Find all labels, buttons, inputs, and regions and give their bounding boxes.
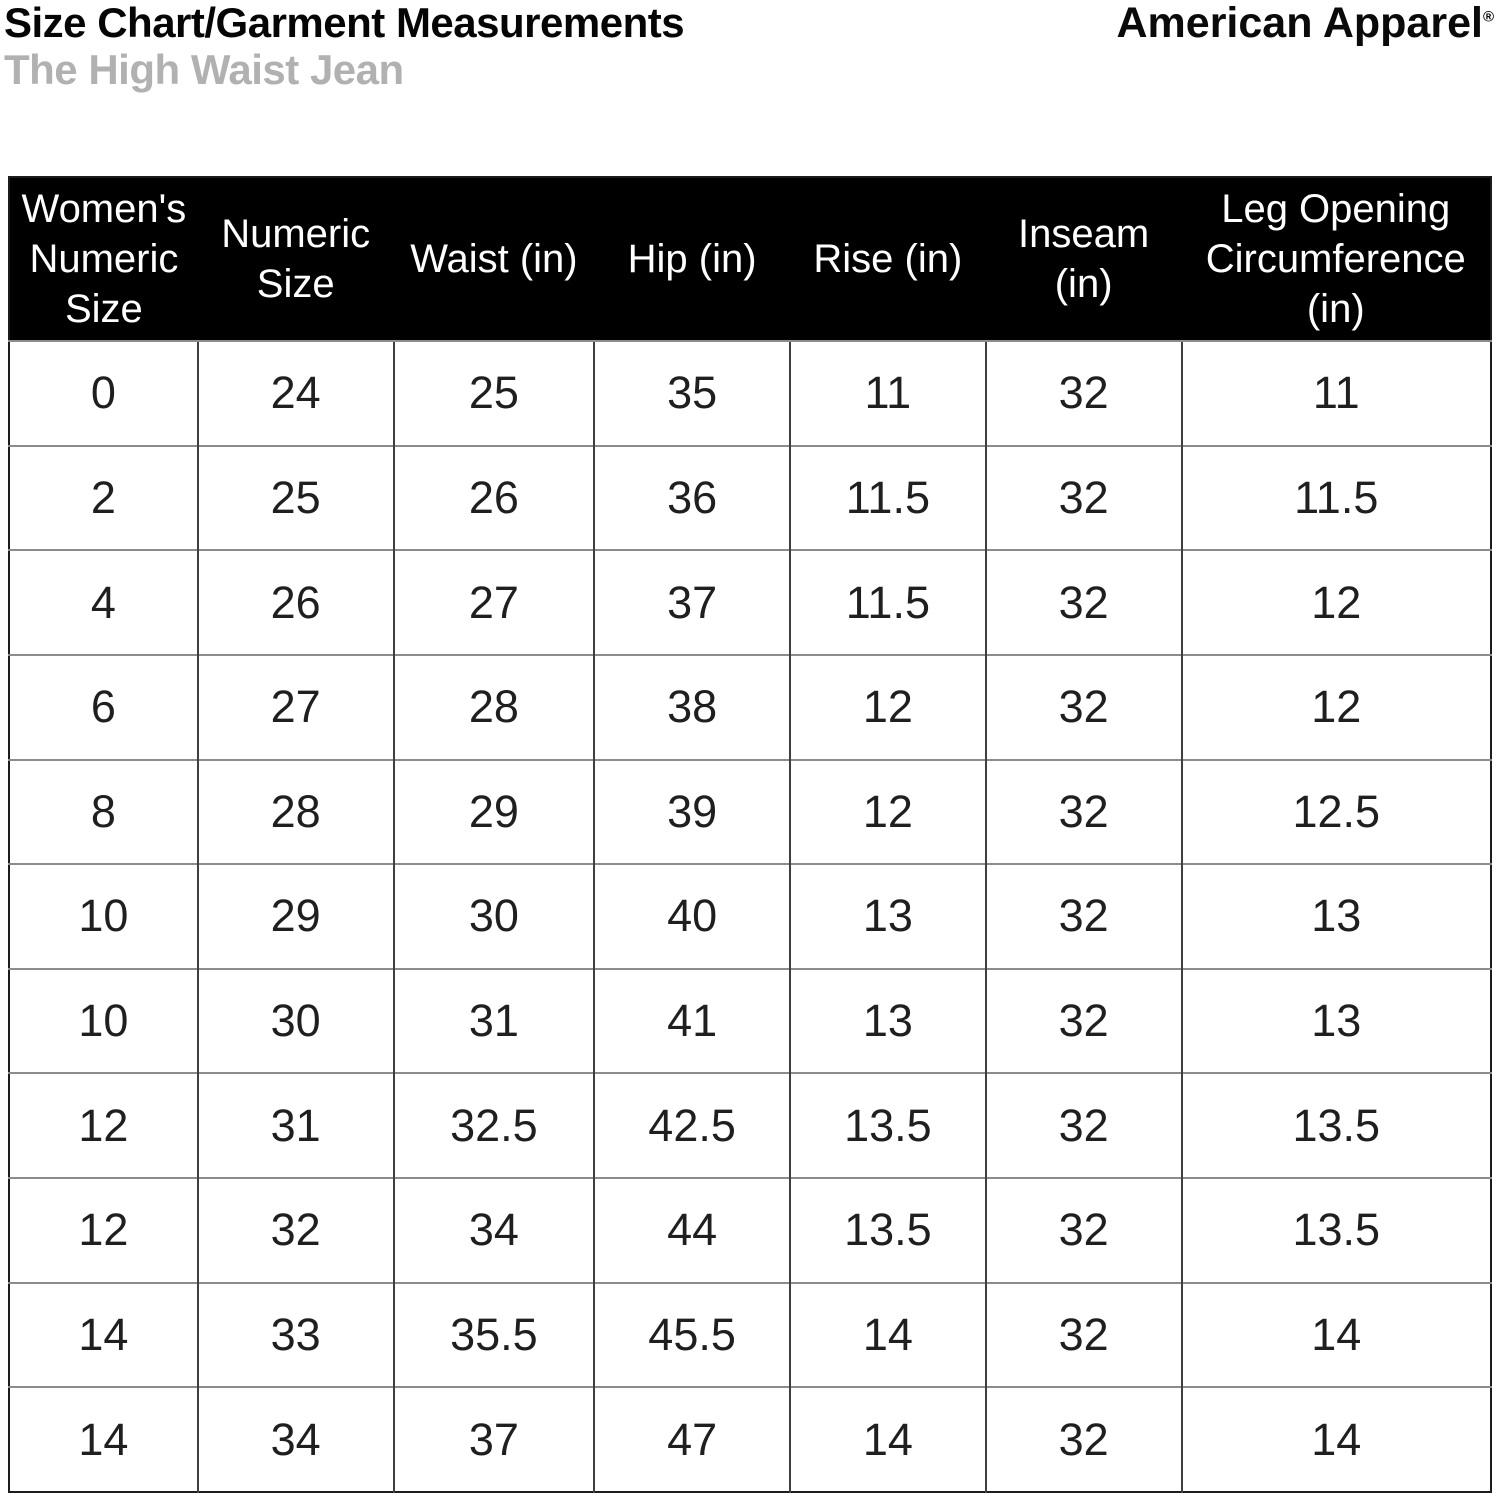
size-cell: 27 xyxy=(198,655,394,760)
size-cell: 38 xyxy=(594,655,790,760)
size-cell: 34 xyxy=(198,1387,394,1492)
column-header: Women's Numeric Size xyxy=(9,177,198,341)
column-header: Numeric Size xyxy=(198,177,394,341)
size-cell: 0 xyxy=(9,341,198,446)
size-cell: 13 xyxy=(1182,969,1491,1074)
size-cell: 25 xyxy=(198,446,394,551)
table-row xyxy=(9,1283,1491,1388)
table-header-row xyxy=(9,177,1491,341)
column-header: Waist (in) xyxy=(394,177,595,341)
size-cell: 12 xyxy=(790,655,986,760)
table-row xyxy=(9,969,1491,1074)
size-cell: 4 xyxy=(9,550,198,655)
size-cell: 24 xyxy=(198,341,394,446)
size-cell: 32 xyxy=(986,969,1182,1074)
size-cell: 14 xyxy=(1182,1283,1491,1388)
brand-logo xyxy=(1117,0,1495,47)
table-row xyxy=(9,1178,1491,1283)
size-cell: 13 xyxy=(790,969,986,1074)
size-chart-table xyxy=(8,176,1492,1493)
size-chart-table-container xyxy=(8,176,1492,1493)
size-cell: 31 xyxy=(394,969,595,1074)
size-cell: 28 xyxy=(198,760,394,865)
size-cell: 35 xyxy=(594,341,790,446)
size-cell: 6 xyxy=(9,655,198,760)
size-cell: 10 xyxy=(9,864,198,969)
page-title: Size Chart/Garment Measurements xyxy=(4,0,685,46)
size-cell: 13.5 xyxy=(790,1178,986,1283)
size-cell: 25 xyxy=(394,341,595,446)
size-cell: 14 xyxy=(9,1283,198,1388)
column-header: Inseam (in) xyxy=(986,177,1182,341)
column-header: Rise (in) xyxy=(790,177,986,341)
size-cell: 28 xyxy=(394,655,595,760)
table-row xyxy=(9,760,1491,865)
size-cell: 13 xyxy=(790,864,986,969)
size-cell: 14 xyxy=(1182,1387,1491,1492)
table-row xyxy=(9,341,1491,446)
size-cell: 13.5 xyxy=(1182,1178,1491,1283)
size-cell: 26 xyxy=(394,446,595,551)
table-row xyxy=(9,550,1491,655)
size-cell: 36 xyxy=(594,446,790,551)
column-header: Hip (in) xyxy=(594,177,790,341)
size-cell: 12 xyxy=(9,1178,198,1283)
table-row xyxy=(9,655,1491,760)
size-cell: 37 xyxy=(594,550,790,655)
size-cell: 32 xyxy=(986,446,1182,551)
size-cell: 13.5 xyxy=(1182,1073,1491,1178)
table-row xyxy=(9,446,1491,551)
size-cell: 32 xyxy=(986,1283,1182,1388)
table-row xyxy=(9,864,1491,969)
size-cell: 47 xyxy=(594,1387,790,1492)
size-cell: 45.5 xyxy=(594,1283,790,1388)
size-cell: 13.5 xyxy=(790,1073,986,1178)
brand-name: American Apparel xyxy=(1116,0,1483,47)
size-cell: 37 xyxy=(394,1387,595,1492)
size-cell: 14 xyxy=(9,1387,198,1492)
size-cell: 12 xyxy=(9,1073,198,1178)
size-cell: 14 xyxy=(790,1387,986,1492)
column-header: Leg Opening Circumference (in) xyxy=(1182,177,1491,341)
size-cell: 29 xyxy=(394,760,595,865)
page-subtitle: The High Waist Jean xyxy=(4,46,404,93)
size-cell: 11.5 xyxy=(790,446,986,551)
size-cell: 13 xyxy=(1182,864,1491,969)
size-cell: 30 xyxy=(394,864,595,969)
size-cell: 32.5 xyxy=(394,1073,595,1178)
size-cell: 27 xyxy=(394,550,595,655)
size-cell: 32 xyxy=(986,1387,1182,1492)
size-cell: 29 xyxy=(198,864,394,969)
size-cell: 32 xyxy=(986,1178,1182,1283)
size-cell: 35.5 xyxy=(394,1283,595,1388)
size-cell: 2 xyxy=(9,446,198,551)
size-cell: 32 xyxy=(986,655,1182,760)
size-cell: 11.5 xyxy=(790,550,986,655)
size-cell: 30 xyxy=(198,969,394,1074)
registered-trademark-symbol: ® xyxy=(1482,8,1494,26)
size-cell: 32 xyxy=(986,760,1182,865)
size-cell: 10 xyxy=(9,969,198,1074)
size-cell: 12 xyxy=(1182,655,1491,760)
size-cell: 11 xyxy=(1182,341,1491,446)
size-cell: 12 xyxy=(790,760,986,865)
size-cell: 32 xyxy=(986,550,1182,655)
table-row xyxy=(9,1073,1491,1178)
size-cell: 33 xyxy=(198,1283,394,1388)
table-body xyxy=(9,341,1491,1492)
size-cell: 41 xyxy=(594,969,790,1074)
size-cell: 40 xyxy=(594,864,790,969)
size-cell: 32 xyxy=(986,864,1182,969)
size-cell: 32 xyxy=(986,341,1182,446)
size-cell: 31 xyxy=(198,1073,394,1178)
size-cell: 12.5 xyxy=(1182,760,1491,865)
size-cell: 26 xyxy=(198,550,394,655)
size-cell: 12 xyxy=(1182,550,1491,655)
size-cell: 11.5 xyxy=(1182,446,1491,551)
table-header xyxy=(9,177,1491,341)
size-cell: 32 xyxy=(198,1178,394,1283)
page-header xyxy=(0,0,1500,176)
size-cell: 34 xyxy=(394,1178,595,1283)
size-cell: 8 xyxy=(9,760,198,865)
size-cell: 14 xyxy=(790,1283,986,1388)
size-cell: 44 xyxy=(594,1178,790,1283)
size-cell: 11 xyxy=(790,341,986,446)
table-row xyxy=(9,1387,1491,1492)
size-cell: 42.5 xyxy=(594,1073,790,1178)
size-cell: 39 xyxy=(594,760,790,865)
size-cell: 32 xyxy=(986,1073,1182,1178)
